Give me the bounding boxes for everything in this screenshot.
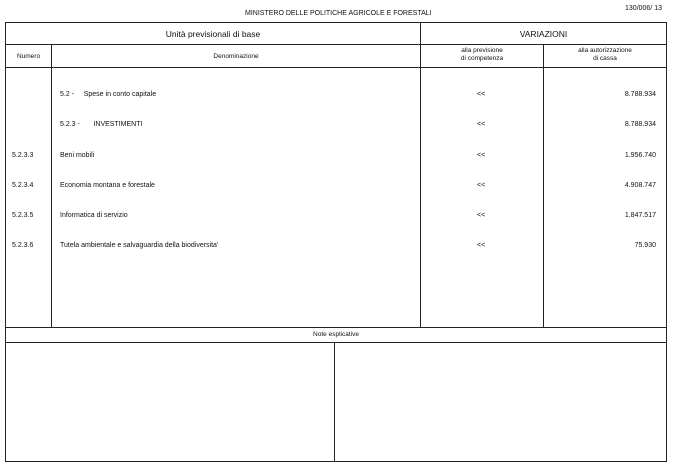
row-denominazione: 5.2.3 - INVESTIMENTI	[60, 121, 143, 128]
row-cassa: 8.788.934	[624, 121, 656, 128]
row-cassa: 1.847.517	[624, 212, 656, 219]
group-header-variazioni: VARIAZIONI	[519, 29, 568, 39]
row-denominazione: 5.2 - Spese in conto capitale	[60, 91, 157, 98]
row-denominazione: Tutela ambientale e salvaguardia della biodiversita'	[60, 242, 219, 249]
notes-title: Note esplicative	[313, 331, 359, 338]
table-border-top	[5, 22, 667, 23]
table-body-bottom	[5, 327, 667, 328]
row-numero: 5.2.3.6	[12, 242, 34, 249]
col-header-competenza-line2: di competenza	[460, 55, 504, 62]
row-competenza: <<	[477, 121, 486, 128]
col-divider-group	[420, 22, 421, 328]
table-border-right	[666, 22, 667, 462]
row-competenza: <<	[477, 242, 486, 249]
row-cassa: 4.908.747	[624, 182, 656, 189]
col-header-cassa-line1: alla autorizzazione	[578, 47, 632, 54]
header-divider-2	[5, 67, 667, 68]
row-cassa: 75.930	[634, 242, 656, 249]
col-header-cassa	[544, 47, 666, 63]
row-cassa: 8.788.934	[624, 91, 656, 98]
row-competenza: <<	[477, 182, 486, 189]
row-numero: 5.2.3.5	[12, 212, 34, 219]
row-denominazione: Economia montana e forestale	[60, 182, 155, 189]
row-competenza: <<	[477, 152, 486, 159]
col-header-cassa-line2: di cassa	[593, 55, 617, 62]
col-header-numero: Numero	[16, 53, 41, 60]
ministry-title: MINISTERO DELLE POLITICHE AGRICOLE E FORESTALI	[245, 10, 432, 17]
row-cassa: 1.956.740	[624, 152, 656, 159]
col-header-denominazione: Denominazione	[213, 53, 259, 60]
notes-right-box	[335, 343, 666, 461]
page-reference: 130/006/ 13	[625, 5, 662, 12]
row-denominazione: Beni mobili	[60, 152, 95, 159]
col-divider-cassa	[543, 44, 544, 328]
table-border-bottom	[5, 461, 667, 462]
row-competenza: <<	[477, 212, 486, 219]
col-header-competenza-line1: alla previsione	[461, 47, 503, 54]
notes-left-box	[6, 343, 334, 461]
header-divider-1	[5, 44, 667, 45]
row-numero: 5.2.3.3	[12, 152, 34, 159]
group-header-unita: Unità previsionali di base	[165, 29, 261, 39]
row-denominazione: Informatica di servizio	[60, 212, 128, 219]
row-competenza: <<	[477, 91, 486, 98]
col-divider-numero	[51, 44, 52, 328]
row-numero: 5.2.3.4	[12, 182, 34, 189]
col-header-competenza	[421, 47, 543, 63]
